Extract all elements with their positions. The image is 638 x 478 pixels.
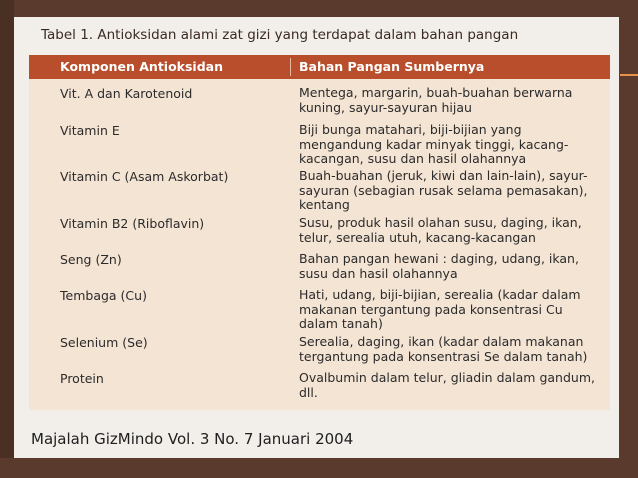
header-divider: [290, 58, 291, 76]
header-komponen: Komponen Antioksidan: [60, 59, 223, 74]
antioxidant-table: [29, 55, 610, 410]
cell-sumber: Ovalbumin dalam telur, gliadin dalam gandum, dll.: [299, 370, 595, 400]
accent-line: [620, 74, 638, 76]
slide-frame-bottom: [0, 458, 638, 478]
cell-sumber: Buah-buahan (jeruk, kiwi dan lain-lain), sayur-sayuran (sebagian rusak selama pemasakan), kentang: [299, 168, 588, 212]
slide-frame-left: [0, 0, 14, 478]
header-sumber: Bahan Pangan Sumbernya: [299, 59, 485, 74]
cell-komponen: Vitamin C (Asam Askorbat): [60, 169, 229, 184]
cell-sumber: Hati, udang, biji-bijian, serealia (kadar dalam makanan tergantung pada konsentrasi Cu dalam tanah): [299, 287, 581, 331]
cell-komponen: Selenium (Se): [60, 335, 148, 350]
table-caption: Tabel 1. Antioksidan alami zat gizi yang terdapat dalam bahan pangan: [41, 27, 519, 43]
cell-komponen: Tembaga (Cu): [60, 288, 147, 303]
table-header: [29, 55, 610, 79]
cell-sumber: Biji bunga matahari, biji-bijian yang mengandung kadar minyak tinggi, kacang-kacangan, susu dan hasil olahannya: [299, 122, 569, 166]
cell-sumber: Bahan pangan hewani : daging, udang, ikan, susu dan hasil olahannya: [299, 251, 579, 281]
cell-komponen: Vitamin E: [60, 123, 120, 138]
cell-komponen: Vit. A dan Karotenoid: [60, 86, 193, 101]
cell-komponen: Seng (Zn): [60, 252, 122, 267]
cell-sumber: Mentega, margarin, buah-buahan berwarna kuning, sayur-sayuran hijau: [299, 85, 573, 115]
cell-komponen: Vitamin B2 (Riboflavin): [60, 216, 205, 231]
source-citation: Majalah GizMindo Vol. 3 No. 7 Januari 2004: [31, 430, 354, 448]
cell-komponen: Protein: [60, 371, 104, 386]
cell-sumber: Susu, produk hasil olahan susu, daging, ikan, telur, serealia utuh, kacang-kacangan: [299, 215, 582, 245]
cell-sumber: Serealia, daging, ikan (kadar dalam makanan tergantung pada konsentrasi Se dalam tanah): [299, 334, 588, 364]
